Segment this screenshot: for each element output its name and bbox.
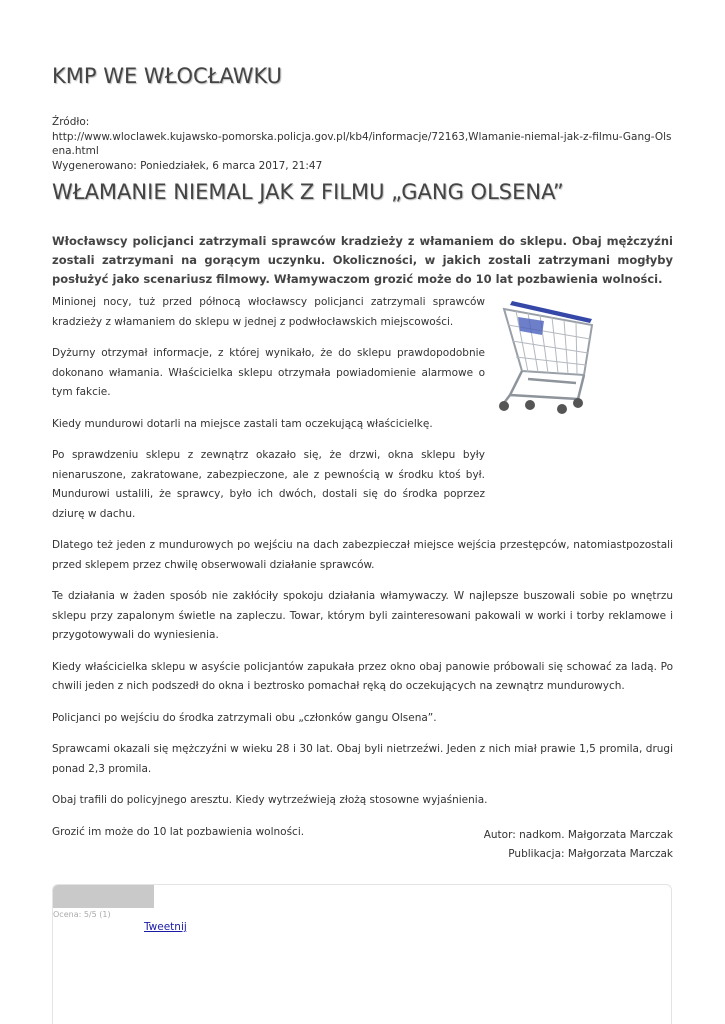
- rating-box: [52, 884, 672, 1024]
- rating-text: Ocena: 5/5 (1): [53, 910, 111, 919]
- rating-bar[interactable]: [53, 885, 154, 908]
- generated-date: Wygenerowano: Poniedziałek, 6 marca 2017, 21:47: [52, 159, 323, 172]
- author-block: [484, 826, 673, 864]
- article-paragraph: Po sprawdzeniu sklepu z zewnątrz okazało się, że drzwi, okna sklepu były nienaruszone, zakratowane, zabezpieczone, ale z pewnością w środku ktoś był. Mundurowi ustalili, że sprawcy, było ich dwóch, dostali się do środka poprzez dziurę w dachu.: [52, 449, 485, 520]
- publication-name: Publikacja: Małgorzata Marczak: [508, 848, 673, 860]
- article-paragraph: Policjanci po wejściu do środka zatrzymali obu „członków gangu Olsena”.: [52, 711, 437, 724]
- source-label: Źródło:: [52, 116, 90, 128]
- author-name: Autor: nadkom. Małgorzata Marczak: [483, 829, 673, 841]
- article-paragraph: Minionej nocy, tuż przed północą włocławscy policjanci zatrzymali sprawców kradzieży z włamaniem do sklepu w jednej z podwłocławskich miejscowości.: [52, 296, 485, 328]
- article-paragraph: Obaj trafili do policyjnego aresztu. Kiedy wytrzeźwieją złożą stosowne wyjaśnienia.: [52, 794, 488, 806]
- article-lead: Włocławscy policjanci zatrzymali sprawców kradzieży z włamaniem do sklepu. Obaj mężczyźni zostali zatrzymani na gorącym uczynku. Okoliczności, w jakich zostali zatrzymani mogłyby posłużyć jako scenariusz filmowy. Włamywaczom grozić może do 10 lat pozbawienia wolności.: [52, 234, 673, 286]
- article-title: WŁAMANIE NIEMAL JAK Z FILMU „GANG OLSENA”: [52, 180, 564, 204]
- article-paragraph: Kiedy mundurowi dotarli na miejsce zastali tam oczekującą właścicielkę.: [52, 417, 433, 430]
- source-url: http://www.wloclawek.kujawsko-pomorska.policja.gov.pl/kb4/informacje/72163,Wlamanie-niemal-jak-z-filmu-Gang-Olsena.html: [52, 130, 672, 157]
- source-meta: [52, 115, 677, 173]
- article-body: [52, 293, 673, 854]
- article-paragraph: Sprawcami okazali się mężczyźni w wieku 28 i 30 lat. Obaj byli nietrzeźwi. Jeden z nich miał prawie 1,5 promila, drugi ponad 2,3 promila.: [52, 743, 673, 775]
- article-paragraph: Dyżurny otrzymał informacje, z której wynikało, że do sklepu prawdopodobnie dokonano włamania. Właścicielka sklepu otrzymała powiadomienie alarmowe o tym fakcie.: [52, 347, 485, 398]
- article-paragraph: Grozić im może do 10 lat pozbawienia wolności.: [52, 825, 305, 838]
- article-paragraph: Kiedy właścicielka sklepu w asyście policjantów zapukała przez okno obaj panowie próbowali się schować za ladą. Po chwili jeden z nich podszedł do okna i beztrosko pomachał ręką do oczekujących na zewnątrz mundurowych.: [52, 660, 673, 692]
- article-paragraph: Te działania w żaden sposób nie zakłóciły spokoju działania włamywaczy. W najlepsze buszowali sobie po wnętrzu sklepu przy zapalonym świetle na zapleczu. Towar, którym byli zainteresowani pakowali w worki i torby reklamowe i przygotowywali do wyniesienia.: [52, 590, 673, 641]
- article-paragraph: Dlatego też jeden z mundurowych po wejściu na dach zabezpieczał miejsce wejścia przestępców, natomiastpozostali przed sklepem przez chwilę obserwowali działanie sprawców.: [52, 539, 673, 571]
- site-title: KMP WE WŁOCŁAWKU: [52, 64, 283, 88]
- tweet-link[interactable]: Tweetnij: [144, 921, 187, 933]
